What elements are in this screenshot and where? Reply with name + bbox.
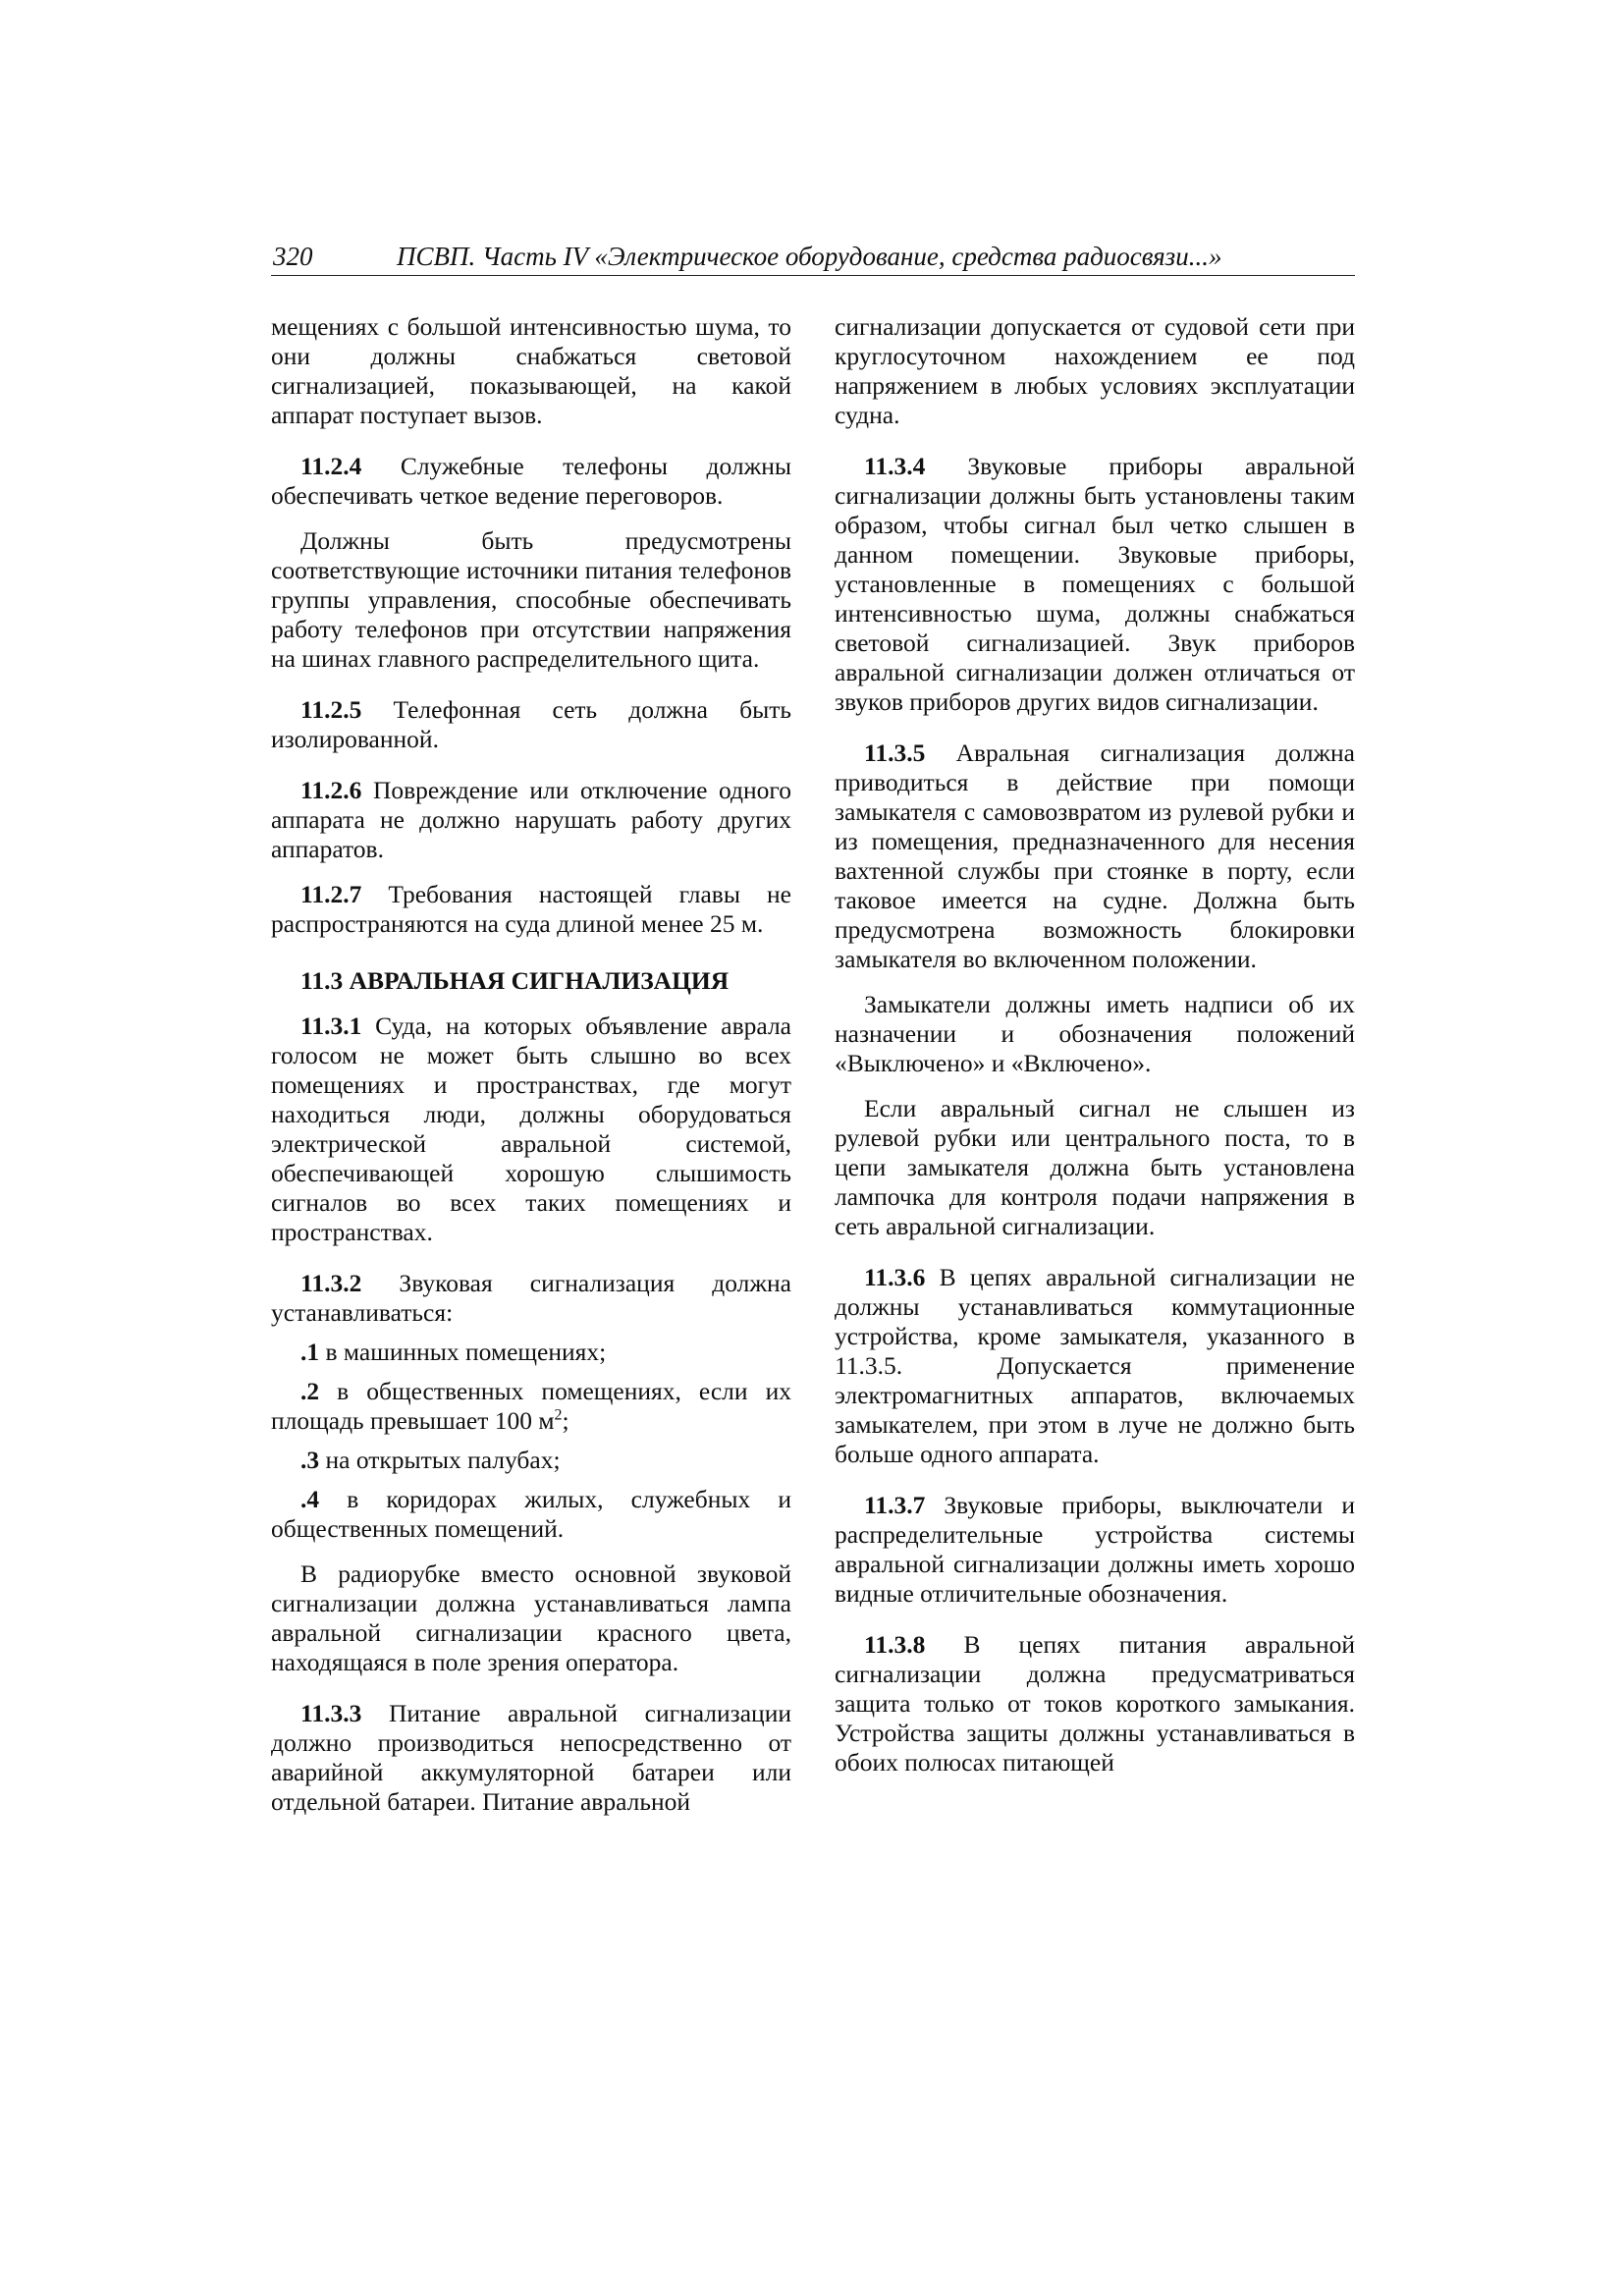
clause-text: Звуковые приборы авральной сигнализации должны быть установлены таким образом, чтобы сигнал был четко слышен в данном помещении. Звуковые приборы, установленные в помещениях с большой интенсивностью шума, должны снабжаться световой сигнализацией. Звук приборов авральной сигнализации должен отличаться от звуков приборов других видов сигнализации.: [835, 452, 1355, 716]
paragraph-continued: [271, 312, 791, 430]
clause-number: 11.3.4: [864, 452, 926, 480]
clause-text: Требования настоящей главы не распространяются на суда длиной менее 25 м.: [271, 880, 791, 938]
clause-11-3-7: [835, 1491, 1355, 1609]
list-item: [271, 1338, 791, 1367]
page-number: 320: [273, 242, 313, 271]
paragraph: [271, 1559, 791, 1677]
clause-number: 11.3.8: [864, 1630, 926, 1659]
clause-text: Авральная сигнализация должна приводиться в действие при помощи замыкателя с самовозвратом из рулевой рубки и из помещения, предназначенного для несения вахтенной службы при стоянке в порту, если таковое имеется на судне. Должна быть предусмотрена возможность блокировки замыкателя во включенном положении.: [835, 738, 1355, 973]
clause-number: 11.3.6: [864, 1263, 926, 1291]
item-number: .3: [300, 1446, 320, 1474]
clause-number: 11.2.7: [300, 880, 362, 908]
item-number: .4: [300, 1485, 320, 1513]
clause-11-2-4: [271, 452, 791, 511]
item-text: в коридорах жилых, служебных и общественных помещений.: [271, 1485, 791, 1543]
item-text-end: ;: [562, 1406, 569, 1435]
paragraph-text: сигнализации допускается от судовой сети при круглосуточном нахождением ее под напряжением в любых условиях эксплуатации судна.: [835, 312, 1355, 429]
item-number: .1: [300, 1338, 320, 1366]
page-header: [271, 238, 1355, 276]
clause-number: 11.2.6: [300, 776, 362, 804]
clause-text: Звуковые приборы, выключатели и распределительные устройства системы авральной сигнализации должны иметь хорошо видные отличительные обозначения.: [835, 1491, 1355, 1608]
paragraph-continued: [835, 312, 1355, 430]
running-title: ПСВП. Часть IV «Электрическое оборудование, средства радиосвязи...»: [397, 242, 1222, 271]
section-heading: 11.3 АВРАЛЬНАЯ СИГНАЛИЗАЦИЯ: [300, 966, 730, 995]
clause-text: Звуковая сигнализация должна устанавливаться:: [271, 1269, 791, 1327]
clause-text: В цепях авральной сигнализации не должны устанавливаться коммутационные устройства, кроме замыкателя, указанного в 11.3.5. Допускается применение электромагнитных аппаратов, включаемых замыкателем, при этом в луче не должно быть больше одного аппарата.: [835, 1263, 1355, 1468]
paragraph-text: Замыкатели должны иметь надписи об их назначении и обозначения положений «Выключено» и «Включено».: [835, 990, 1355, 1077]
list-item: [271, 1446, 791, 1475]
clause-number: 11.3.1: [300, 1011, 362, 1040]
paragraph: [835, 1094, 1355, 1241]
clause-text: Повреждение или отключение одного аппарата не должно нарушать работу других аппаратов.: [271, 776, 791, 863]
left-column: [271, 312, 791, 1832]
clause-11-3-4: [835, 452, 1355, 717]
paragraph: [835, 990, 1355, 1078]
clause-11-3-5: [835, 738, 1355, 974]
clause-text: Телефонная сеть должна быть изолированной.: [271, 695, 791, 753]
right-column: [835, 312, 1355, 1793]
clause-number: 11.3.7: [864, 1491, 926, 1519]
clause-text: Питание авральной сигнализации должно производиться непосредственно от аварийной аккумуляторной батареи или отдельной батареи. Питание авральной: [271, 1699, 791, 1816]
clause-number: 11.3.3: [300, 1699, 362, 1727]
paragraph-text: Если авральный сигнал не слышен из рулевой рубки или центрального поста, то в цепи замыкателя должна быть установлена лампочка для контроля подачи напряжения в сеть авральной сигнализации.: [835, 1094, 1355, 1240]
clause-11-2-7: [271, 880, 791, 939]
superscript: 2: [554, 1406, 563, 1424]
clause-11-2-5: [271, 695, 791, 754]
list-item: [271, 1377, 791, 1436]
item-text: на открытых палубах;: [319, 1446, 561, 1474]
item-number: .2: [300, 1377, 320, 1405]
clause-11-3-6: [835, 1263, 1355, 1469]
list-item: [271, 1485, 791, 1544]
clause-11-3-3: [271, 1699, 791, 1817]
paragraph: [271, 526, 791, 674]
item-text: в машинных помещениях;: [319, 1338, 607, 1366]
clause-number: 11.3.5: [864, 738, 926, 767]
clause-text: Суда, на которых объявление аврала голосом не может быть слышно во всех помещениях и пространствах, где могут находиться люди, должны оборудоваться электрической авральной системой, обеспечивающей хорошую слышимость сигналов во всех таких помещениях и пространствах.: [271, 1011, 791, 1246]
clause-text: В цепях питания авральной сигнализации должна предусматриваться защита только от токов короткого замыкания. Устройства защиты должны устанавливаться в обоих полюсах питающей: [835, 1630, 1355, 1777]
clause-text: Служебные телефоны должны обеспечивать четкое ведение переговоров.: [271, 452, 791, 510]
paragraph-text: мещениях с большой интенсивностью шума, то они должны снабжаться световой сигнализацией, показывающей, на какой аппарат поступает вызов.: [271, 312, 791, 429]
paragraph-text: Должны быть предусмотрены соответствующие источники питания телефонов группы управления, способные обеспечивать работу телефонов при отсутствии напряжения на шинах главного распределительного щита.: [271, 526, 791, 673]
clause-11-3-8: [835, 1630, 1355, 1777]
clause-11-3-2: [271, 1269, 791, 1328]
clause-number: 11.3.2: [300, 1269, 362, 1297]
item-text: в общественных помещениях, если их площадь превышает 100 м: [271, 1377, 791, 1435]
clause-11-3-1: [271, 1011, 791, 1247]
clause-number: 11.2.4: [300, 452, 362, 480]
paragraph-text: В радиорубке вместо основной звуковой сигнализации должна устанавливаться лампа авральной сигнализации красного цвета, находящаяся в поле зрения оператора.: [271, 1559, 791, 1676]
clause-number: 11.2.5: [300, 695, 362, 724]
clause-11-2-6: [271, 776, 791, 864]
